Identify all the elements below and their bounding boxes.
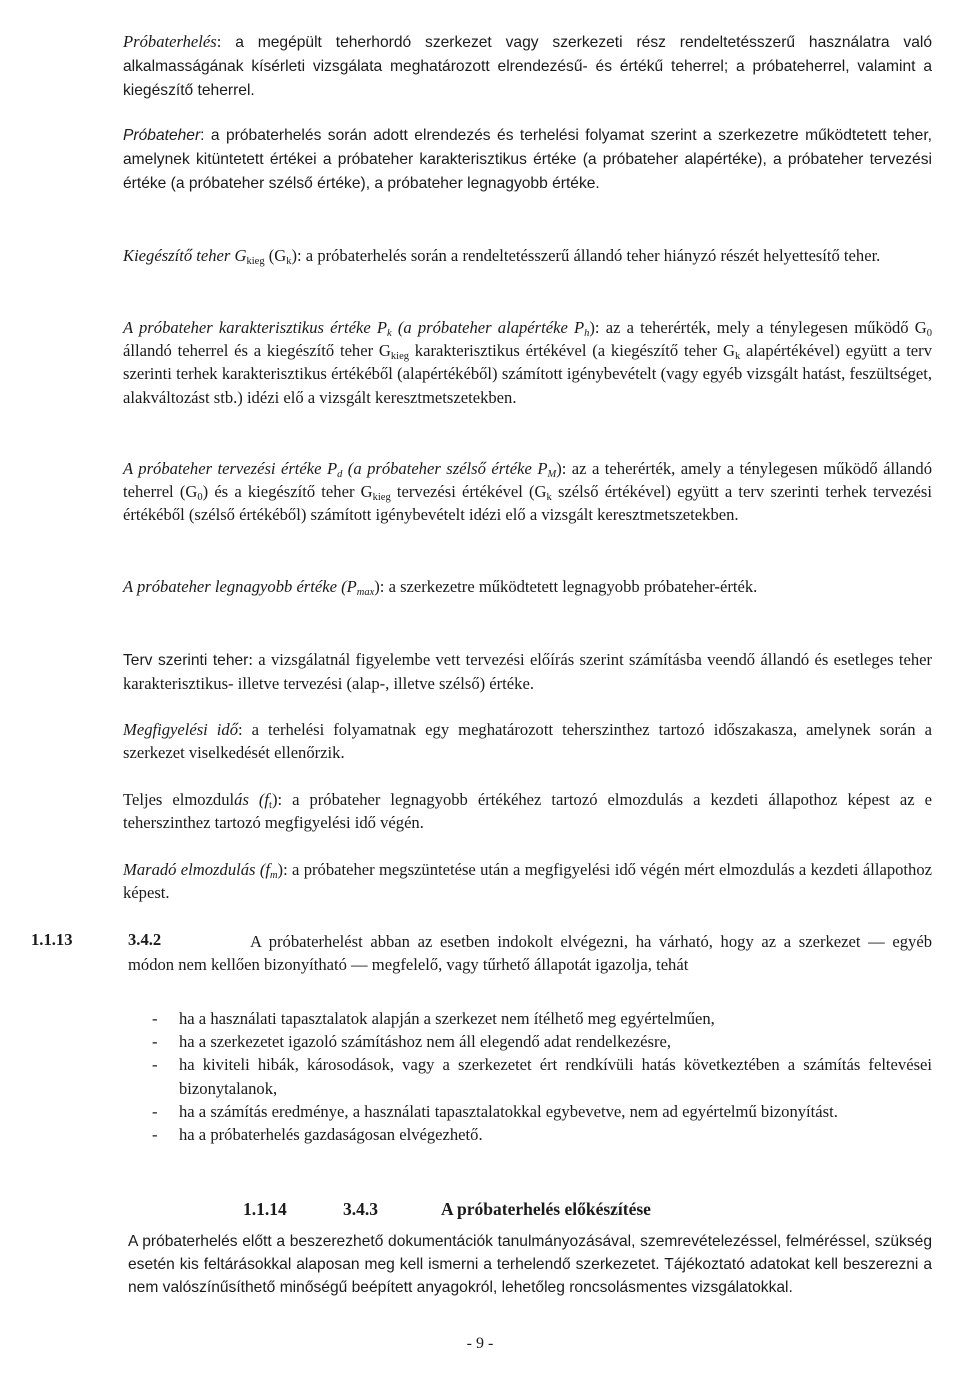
list-item: - ha a használati tapasztalatok alapján a szerkezet nem ítélhető meg egyértelműen,: [152, 1009, 715, 1028]
definition-probaterheles: Próbaterhelés: a megépült teherhordó szerkezet vagy szerkezeti rész rendeltetésszerű használatra való alkalmasságának kísérleti vizsgálata meghatározott elrendezésű- és értékű teherrel; a próbateherrel, valamint a kiegészítő teherrel.: [123, 32, 932, 100]
section-heading-title: A próbaterhelés előkészítése: [441, 1199, 651, 1219]
definition-teljes-elmozdulas: Teljes elmozdulás $(f_t)$: a próbateher legnagyobb értékéhez tartozó elmozdulás a kezdeti állapothoz képest az e teherszinthez tartozó megfigyelési idő végén.: [123, 790, 932, 833]
definition-megfigyelesi-ido: Megfigyelési idő: a terhelési folyamatnak egy meghatározott teherszinthez tartozó időszakasza, amelynek során a szerkezet viselkedését ellenőrzik.: [123, 720, 932, 763]
definition-kiegeszito-teher: Kiegészítő teher $G_{kieg}$ $(G_k)$: a próbaterhelés során a rendeltetésszerű állandó teher hiányzó részét helyettesítő teher.: [123, 246, 881, 267]
definition-tervezesi-ertek: A próbateher tervezési értéke $P_d$ (a próbateher szélső értéke $P_M$): az a teherérték, amely a ténylegesen működő állandó teherrel $(G_0)$ és a kiegészítő teher $G_{kieg}$ tervezési értékével ($G_k$ szélső értékével) együtt a terv szerinti terhek tervezési értékéből (szélső értékéből) számított igénybevételt idézi elő a vizsgált keresztmetszetekben.: [123, 459, 932, 525]
condition-list: [152, 1007, 932, 1146]
subsection-number: 3.4.2: [128, 930, 162, 949]
term: Megfigyelési idő: [123, 720, 238, 739]
definition-legnagyobb-ertek: A próbateher legnagyobb értéke $(P_{max})$: a szerkezetre működtetett legnagyobb próbateher-érték.: [123, 577, 758, 598]
list-item: - ha a szerkezetet igazoló számításhoz nem áll elegendő adat rendelkezésre,: [152, 1032, 672, 1052]
term: A próbateher karakterisztikus értéke $P_k$ (a próbateher alapértéke $P_h$: [123, 318, 590, 339]
definition-karakterisztikus-ertek: A próbateher karakterisztikus értéke $P_k$ (a próbateher alapértéke $P_h$): az a teherérték, mely a ténylegesen működő $G_0$ állandó teherrel és a kiegészítő teher $G_{kieg}$ karakterisztikus értékével (a kiegészítő teher $G_k$ alapértékével) együtt a terv szerinti terhek karakterisztikus értékéből (alapértékéből) számított igénybevételt (vagy egyéb vizsgált hatást, feszültséget, alakváltozást stb.) idézi elő a vizsgált keresztmetszetekben.: [123, 318, 932, 407]
term: A próbateher tervezési értéke $P_d$ (a próbateher szélső értéke $P_M$: [123, 459, 557, 480]
term: Próbateher: [123, 127, 201, 144]
list-item: - ha kiviteli hibák, károsodások, vagy a szerkezetet ért rendkívüli hatás következtében a számítás feltevései bizonytalanok,: [152, 1055, 932, 1098]
list-item: - ha a számítás eredménye, a használati tapasztalatokkal egybevetve, nem ad egyértelmű bizonyítást.: [152, 1101, 838, 1121]
list-item: - ha a próbaterhelés gazdaságosan elvégezhető.: [152, 1125, 483, 1145]
section-intro: A próbaterhelést abban az esetben indokolt elvégezni, ha várható, hogy az a szerkezet — egyéb módon nem kellően bizonyítható — megfelelő, vagy tűrhető állapotát igazolja, tehát: [128, 932, 932, 975]
section-heading-subnumber: 3.4.3: [343, 1199, 378, 1219]
term: Terv szerinti teher: [123, 652, 249, 669]
section-number: 1.1.13: [31, 930, 73, 949]
definition-terv-szerinti-teher: Terv szerinti teher: a vizsgálatnál figyelembe vett tervezési előírás szerint számításba veendő állandó és esetleges teher karakterisztikus- illetve tervezési (alap-, illetve szélső) értéke.: [123, 650, 933, 694]
page-number: - 9 -: [466, 1335, 494, 1352]
definition-probateher: Próbateher: a próbaterhelés során adott elrendezés és terhelési folyamat szerint a szerkezetre működtetett teher, amelynek kitüntetett értékei a próbateher karakterisztikus értéke (a próbateher alapértéke), a próbateher tervezési értéke (a próbateher szélső értéke), a próbateher legnagyobb értéke.: [123, 127, 932, 193]
definition-marado-elmozdulas: Maradó elmozdulás $(f_m)$: a próbateher megszüntetése után a megfigyelési idő végén mért elmozdulás a kezdeti állapothoz képest.: [123, 860, 932, 903]
term: Teljes elmozdulás ($f_t$: [123, 790, 272, 811]
term: Maradó elmozdulás ($f_m$: [123, 860, 278, 881]
term: Próbaterhelés: [123, 32, 217, 51]
term: Kiegészítő teher G: [123, 246, 247, 265]
term: A próbateher legnagyobb értéke ($P_{max}$: [123, 577, 375, 598]
section-heading-number: 1.1.14: [243, 1199, 287, 1219]
section-body: A próbaterhelés előtt a beszerezhető dokumentációk tanulmányozásával, szemrevételezéssel, felméréssel, szükség esetén kis feltárásokkal alaposan meg kell ismerni a terhelendő szerkezetet. Tájékoztató adatokat kell beszerezni a nem valószínűsíthető minőségű beépített anyagokról, lehetőleg roncsolásmentes vizsgálatokkal.: [128, 1233, 932, 1297]
